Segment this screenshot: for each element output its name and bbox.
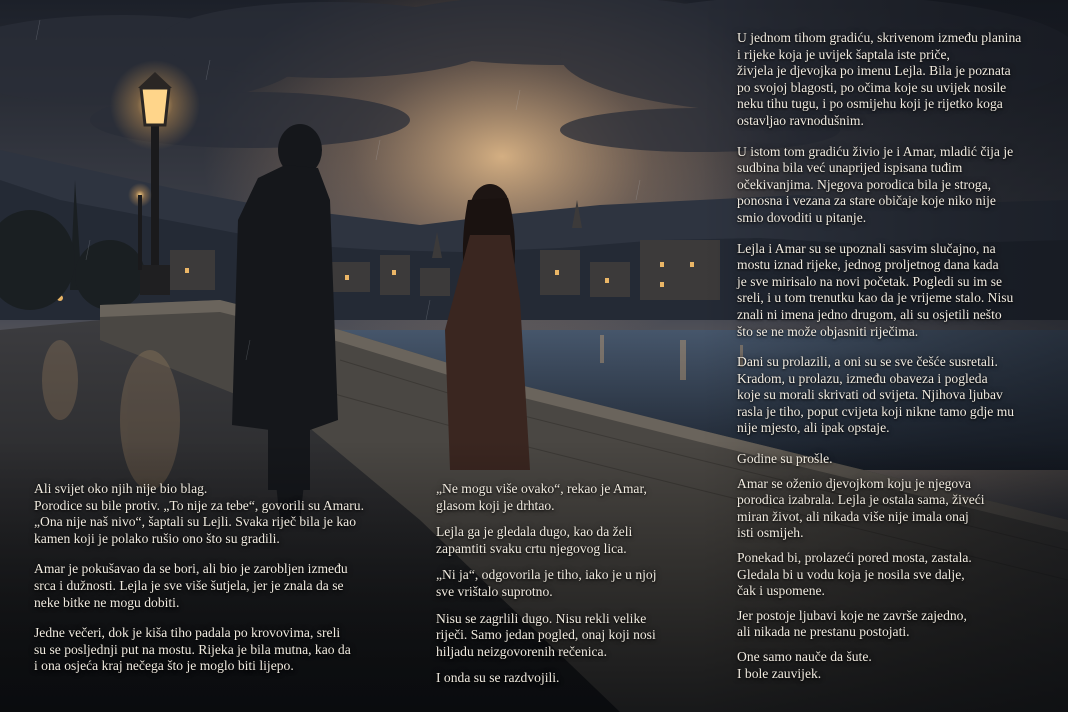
- story-paragraph: „Ni ja“, odgovorila je tiho, iako je u njoj sve vrištalo suprotno.: [436, 567, 657, 599]
- story-paragraph: Jer postoje ljubavi koje ne završe zajedno, ali nikada ne prestanu postojati.: [737, 607, 967, 640]
- story-paragraph: Amar se oženio djevojkom koju je njegova porodica izabrala. Lejla je ostala sama, živeći miran život, ali nikada više nije imala onaj isti osmijeh.: [737, 475, 985, 541]
- story-left-column: [34, 481, 404, 689]
- story-paragraph: Ponekad bi, prolazeći pored mosta, zastala. Gledala bi u vodu koja je nosila sve dalje, čak i uspomene.: [737, 550, 972, 599]
- story-middle-column: [436, 481, 671, 697]
- story-right-column: [737, 30, 1042, 690]
- story-paragraph: U istom tom gradiću živio je i Amar, mladić čija je sudbina bila već unaprijed ispisana tuđim očekivanjima. Njegova porodica bila je stroga, ponosna i vezana za stare običaje koje niko nije smio dovoditi u pitanje.: [737, 143, 1014, 225]
- story-paragraph: „Ne mogu više ovako“, rekao je Amar, glasom koji je drhtao.: [436, 481, 647, 513]
- story-paragraph: I onda su se razdvojili.: [436, 670, 560, 686]
- story-paragraph: Godine su prošle.: [737, 451, 833, 467]
- story-paragraph: Lejla ga je gledala dugo, kao da želi zapamtiti svaku crtu njegovog lica.: [436, 524, 633, 556]
- story-paragraph: Ali svijet oko njih nije bio blag. Porodice su bile protiv. „To nije za tebe“, govorili su Amaru. „Ona nije naš nivo“, šaptali su Lejli. Svaka riječ bila je kao kamen koji je polako rušio ono što su gradili.: [34, 481, 364, 546]
- story-paragraph: Lejla i Amar su se upoznali sasvim slučajno, na mostu iznad rijeke, jednog proljetnog dana kada je sve mirisalo na novi početak. Pogledi su im se sreli, i u tom trenutku kao da je vrijeme stalo. Nisu znali ni imena jedno drugom, ali su osjetili nešto što se ne može objasniti riječima.: [737, 240, 1014, 339]
- story-paragraph: Dani su prolazili, a oni su se sve češće susretali. Kradom, u prolazu, između obaveza i pogleda koje su morali skrivati od svijeta. Njihova ljubav rasla je tiho, poput cvijeta koji nikne tamo gdje mu nije mjesto, ali ipak opstaje.: [737, 354, 1015, 436]
- story-paragraph: One samo nauče da šute. I bole zauvijek.: [737, 649, 872, 681]
- story-paragraph: Nisu se zagrlili dugo. Nisu rekli velike riječi. Samo jedan pogled, onaj koji nosi hiljadu neizgovorenih rečenica.: [436, 610, 656, 659]
- story-paragraph: Amar je pokušavao da se bori, ali bio je zarobljen između srca i dužnosti. Lejla je sve više šutjela, jer je znala da se neke bitke ne mogu dobiti.: [34, 561, 348, 610]
- story-paragraph: U jednom tihom gradiću, skrivenom između planina i rijeke koja je uvijek šaptala iste priče, živjela je djevojka po imenu Lejla. Bila je poznata po svojoj blagosti, po očima koje su uvijek nosile neku tihu tugu, i po osmijehu koji je rijetko koga ostavljao ravnodušnim.: [737, 30, 1022, 128]
- story-paragraph: Jedne večeri, dok je kiša tiho padala po krovovima, sreli su se posljednji put na mostu. Rijeka je bila mutna, kao da i ona osjeća kraj nečega što je moglo biti lijepo.: [34, 625, 351, 674]
